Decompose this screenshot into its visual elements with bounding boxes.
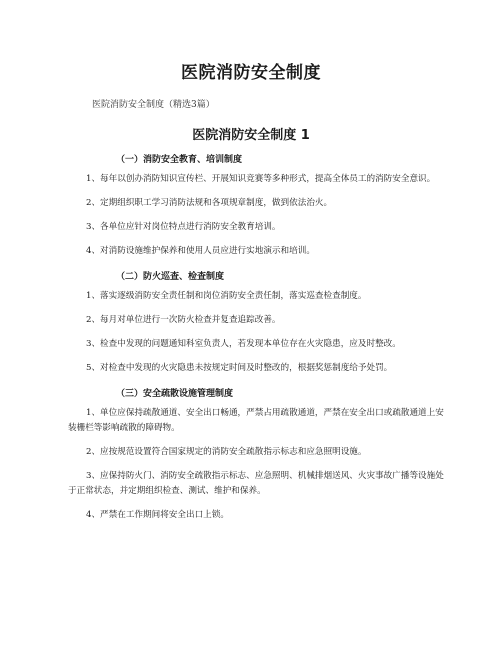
paragraph: 1、落实逐级消防安全责任制和岗位消防安全责任制，落实巡查检查制度。 [86, 291, 367, 301]
document-subtitle: 医院消防安全制度（精选3篇） [92, 100, 215, 110]
article-heading: 医院消防安全制度 1 [192, 128, 310, 143]
paragraph: 1、每年以创办消防知识宣传栏、开展知识竞赛等多种形式，提高全体员工的消防安全意识。 [86, 174, 436, 184]
paragraph: 2、应按规范设置符合国家规定的消防安全疏散指示标志和应急照明设施。 [86, 447, 367, 457]
paragraph: 5、对检查中发现的火灾隐患未按规定时间及时整改的，根据奖惩制度给予处罚。 [86, 363, 393, 373]
paragraph: 4、严禁在工作期间将安全出口上锁。 [86, 510, 229, 520]
paragraph: 3、应保持防火门、消防安全疏散指示标志、应急照明、机械排烟送风、火灾事故广播等设施处于正常状态，并定期组织检查、测试、维护和保养。 [68, 471, 444, 496]
paragraph: 2、每月对单位进行一次防火检查并复查追踪改善。 [86, 315, 281, 325]
paragraph: 1、单位应保持疏散通道、安全出口畅通，严禁占用疏散通道，严禁在安全出口或疏散通道上安装栅栏等影响疏散的障碍物。 [68, 408, 444, 433]
document-body [68, 152, 444, 533]
paragraph: 3、各单位应针对岗位特点进行消防安全教育培训。 [86, 222, 281, 232]
section-title: （二）防火巡查、检查制度 [116, 272, 225, 282]
section-title: （三）安全疏散设施管理制度 [116, 389, 234, 399]
section-education [68, 152, 444, 259]
paragraph: 3、检查中发现的问题通知科室负责人，若发现本单位存在火灾隐患，应及时整改。 [86, 339, 401, 349]
paragraph: 4、对消防设施维护保养和使用人员应进行实地演示和培训。 [86, 246, 315, 256]
paragraph: 2、定期组织职工学习消防法规和各项规章制度，做到依法治火。 [86, 198, 333, 208]
section-title: （一）消防安全教育、培训制度 [116, 155, 243, 165]
section-evacuation [68, 386, 444, 523]
document-title: 医院消防安全制度 [181, 63, 321, 83]
section-inspection [68, 269, 444, 376]
